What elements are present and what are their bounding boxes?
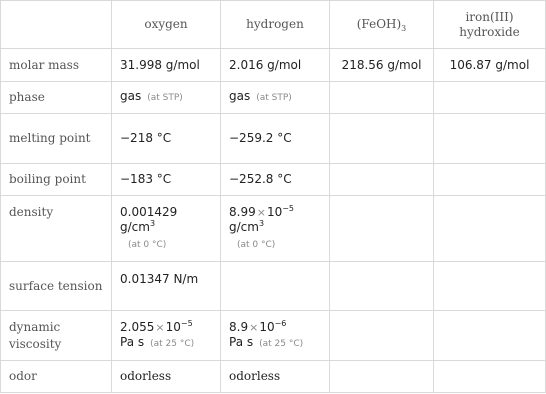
row-label-melting-point: melting point: [1, 114, 112, 164]
column-header-feoh3-main: (FeOH): [356, 17, 402, 31]
density-oxygen-condition: (at 0 °C): [128, 239, 167, 250]
odor-oxygen: odorless: [112, 361, 221, 393]
dynamic-viscosity-hydrogen: [221, 311, 330, 361]
dynamic-viscosity-oxygen-number: [120, 320, 212, 335]
molar-mass-hydrogen: 2.016 g/mol: [221, 49, 330, 82]
row-label-boiling-point: boiling point: [1, 164, 112, 196]
column-header-feoh3-subscript: 3: [401, 24, 407, 33]
density-hydrogen-unit-wrap: [229, 220, 321, 235]
density-hydrogen: [221, 196, 330, 262]
density-hydrogen-unit: g/cm: [229, 219, 259, 234]
row-label-surface-tension: surface tension: [1, 262, 112, 311]
row-label-phase: phase: [1, 82, 112, 114]
density-feoh3: [330, 196, 434, 262]
dynamic-viscosity-hydrogen-mantissa: 8.9: [229, 319, 249, 334]
density-hydrogen-times: ×: [256, 205, 266, 219]
melting-point-feoh3: [330, 114, 434, 164]
density-iron-hydroxide: [434, 196, 546, 262]
row-surface-tension: [1, 262, 546, 311]
phase-hydrogen-condition: (at STP): [256, 93, 292, 103]
row-density: [1, 196, 546, 262]
dynamic-viscosity-hydrogen-unit-wrap: [229, 335, 321, 352]
dynamic-viscosity-hydrogen-unit: Pa s: [229, 334, 254, 349]
density-hydrogen-number: [229, 205, 321, 220]
melting-point-iron-hydroxide: [434, 114, 546, 164]
phase-hydrogen: [221, 82, 330, 114]
dynamic-viscosity-oxygen-exponent: −5: [180, 318, 193, 328]
melting-point-oxygen: −218 °C: [112, 114, 221, 164]
melting-point-hydrogen: −259.2 °C: [221, 114, 330, 164]
phase-oxygen-condition: (at STP): [147, 93, 183, 103]
dynamic-viscosity-oxygen-unit: Pa s: [120, 334, 145, 349]
column-header-hydrogen: hydrogen: [221, 1, 330, 49]
phase-feoh3: [330, 82, 434, 114]
phase-iron-hydroxide: [434, 82, 546, 114]
row-molar-mass: [1, 49, 546, 82]
dynamic-viscosity-oxygen-mantissa: 2.055: [120, 319, 155, 334]
dynamic-viscosity-iron-hydroxide: [434, 311, 546, 361]
molar-mass-iron-hydroxide: 106.87 g/mol: [434, 49, 546, 82]
dynamic-viscosity-oxygen-base: 10: [165, 319, 181, 334]
dynamic-viscosity-feoh3: [330, 311, 434, 361]
density-oxygen-unit: g/cm: [120, 219, 150, 234]
density-hydrogen-condition: (at 0 °C): [237, 239, 276, 250]
row-boiling-point: [1, 164, 546, 196]
dynamic-viscosity-oxygen: [112, 311, 221, 361]
density-oxygen-unit-wrap: [120, 220, 212, 235]
row-label-dynamic-viscosity: dynamic viscosity: [1, 311, 112, 361]
row-melting-point: [1, 114, 546, 164]
column-header-iron-hydroxide: iron(III) hydroxide: [434, 1, 546, 49]
row-odor: [1, 361, 546, 393]
dynamic-viscosity-oxygen-unit-wrap: [120, 335, 212, 352]
row-label-odor: odor: [1, 361, 112, 393]
molar-mass-feoh3: 218.56 g/mol: [330, 49, 434, 82]
dynamic-viscosity-oxygen-times: ×: [155, 320, 165, 334]
corner-cell: [1, 1, 112, 49]
odor-iron-hydroxide: [434, 361, 546, 393]
density-hydrogen-mantissa: 8.99: [229, 204, 256, 219]
dynamic-viscosity-hydrogen-condition: (at 25 °C): [259, 338, 304, 349]
row-dynamic-viscosity: [1, 311, 546, 361]
column-header-feoh3: [330, 1, 434, 49]
density-hydrogen-base: 10: [266, 204, 283, 219]
dynamic-viscosity-hydrogen-number: [229, 320, 321, 335]
boiling-point-iron-hydroxide: [434, 164, 546, 196]
phase-oxygen-value: gas: [120, 89, 142, 103]
dynamic-viscosity-hydrogen-base: 10: [259, 319, 275, 334]
odor-hydrogen: odorless: [221, 361, 330, 393]
dynamic-viscosity-hydrogen-times: ×: [249, 320, 259, 334]
odor-feoh3: [330, 361, 434, 393]
row-label-density: density: [1, 196, 112, 262]
density-oxygen: [112, 196, 221, 262]
phase-hydrogen-value: gas: [229, 89, 251, 103]
surface-tension-hydrogen: [221, 262, 330, 311]
phase-oxygen: [112, 82, 221, 114]
boiling-point-feoh3: [330, 164, 434, 196]
surface-tension-feoh3: [330, 262, 434, 311]
surface-tension-oxygen: 0.01347 N/m: [112, 262, 221, 311]
row-phase: [1, 82, 546, 114]
header-row: [1, 1, 546, 49]
density-oxygen-value: 0.001429: [120, 204, 178, 219]
dynamic-viscosity-oxygen-condition: (at 25 °C): [150, 338, 195, 349]
molar-mass-oxygen: 31.998 g/mol: [112, 49, 221, 82]
density-hydrogen-exponent: −5: [282, 203, 295, 213]
density-oxygen-unit-exponent: 3: [149, 218, 156, 228]
dynamic-viscosity-hydrogen-exponent: −6: [274, 318, 287, 328]
row-label-molar-mass: molar mass: [1, 49, 112, 82]
boiling-point-hydrogen: −252.8 °C: [221, 164, 330, 196]
boiling-point-oxygen: −183 °C: [112, 164, 221, 196]
column-header-oxygen: oxygen: [112, 1, 221, 49]
density-hydrogen-unit-exponent: 3: [258, 218, 265, 228]
surface-tension-iron-hydroxide: [434, 262, 546, 311]
